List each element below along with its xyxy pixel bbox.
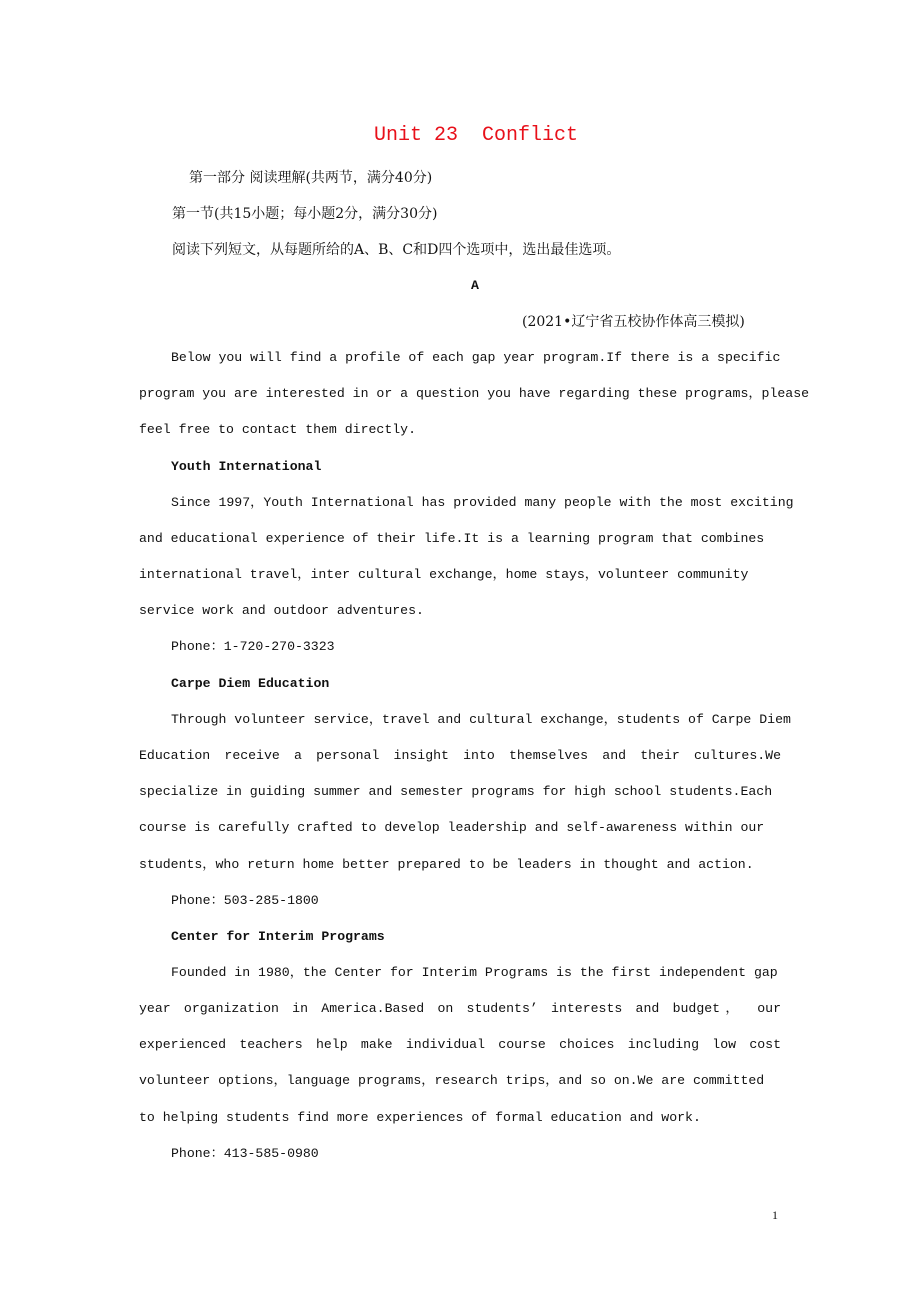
- section-heading: 第一节(共15小题；每小题2分，满分30分): [172, 206, 438, 222]
- program-line: course is carefully crafted to develop leadership and self-awareness within our: [139, 820, 765, 835]
- program-phone: Phone：503-285-1800: [171, 893, 319, 908]
- part-heading: 第一部分 阅读理解(共两节，满分40分): [189, 170, 433, 186]
- program-line: Education receive a personal insight into themselves and their cultures.We: [139, 748, 781, 763]
- program-phone: Phone：413-585-0980: [171, 1146, 319, 1161]
- program-line: Through volunteer service，travel and cultural exchange，students of Carpe Diem: [171, 712, 791, 727]
- program-line: students，who return home better prepared to be leaders in thought and action.: [139, 857, 754, 872]
- program-heading: Center for Interim Programs: [171, 929, 385, 944]
- program-heading: Youth International: [171, 459, 322, 474]
- source-note: (2021•辽宁省五校协作体高三模拟): [522, 314, 745, 330]
- passage-label: A: [471, 278, 479, 293]
- program-line: volunteer options，language programs，research trips，and so on.We are committed: [139, 1073, 765, 1088]
- program-line: Founded in 1980，the Center for Interim Programs is the first independent gap: [171, 965, 778, 980]
- directions: 阅读下列短文，从每题所给的A、B、C和D四个选项中，选出最佳选项。: [172, 242, 621, 258]
- page-title: Unit 23 Conflict: [373, 124, 579, 147]
- intro-line: Below you will find a profile of each gap year program.If there is a specific: [171, 350, 781, 365]
- intro-line: feel free to contact them directly.: [139, 422, 416, 437]
- program-line: experienced teachers help make individual course choices including low cost: [139, 1037, 781, 1052]
- program-line: international travel，inter cultural exchange，home stays，volunteer community: [139, 567, 749, 582]
- program-heading: Carpe Diem Education: [171, 676, 330, 691]
- program-line: service work and outdoor adventures.: [139, 603, 424, 618]
- program-line: and educational experience of their life.It is a learning program that combines: [139, 531, 765, 546]
- program-line: Since 1997，Youth International has provided many people with the most exciting: [171, 495, 794, 510]
- program-line: to helping students find more experiences of formal education and work.: [139, 1110, 701, 1125]
- page-number: 1: [772, 1208, 778, 1222]
- program-line: specialize in guiding summer and semester programs for high school students.Each: [139, 784, 773, 799]
- program-line: year organization in America.Based on students’ interests and budget， our: [139, 1001, 781, 1016]
- program-phone: Phone：1-720-270-3323: [171, 639, 335, 654]
- intro-line: program you are interested in or a question you have regarding these programs，please: [139, 386, 810, 401]
